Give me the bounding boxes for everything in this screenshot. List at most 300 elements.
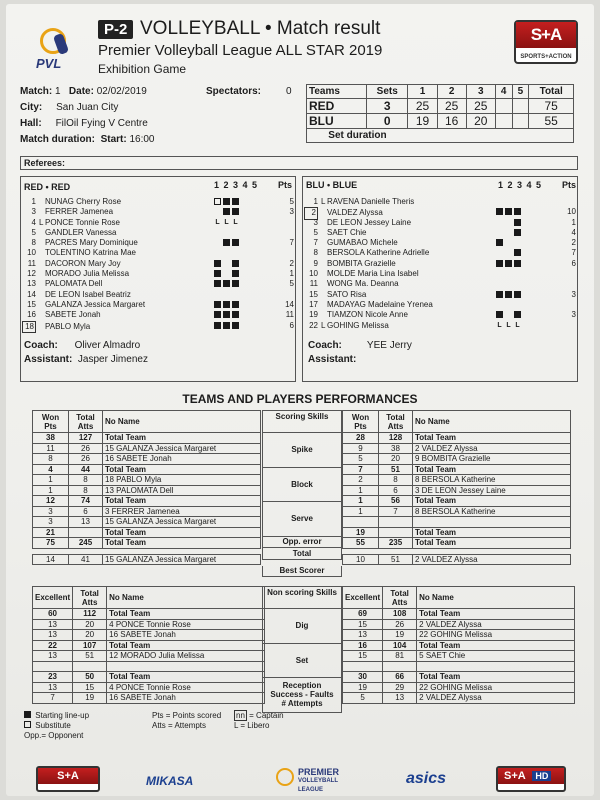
player-name: PABLO Myla — [45, 321, 91, 331]
result-set2: 25 — [437, 99, 466, 114]
stat-attempts: 20 — [379, 454, 413, 465]
player-number: 16 — [27, 310, 36, 320]
player-points: 3 — [571, 289, 576, 299]
column-header: Total Atts — [69, 411, 103, 433]
set-duration-row — [307, 129, 574, 143]
player-name: 2 VALDEZ Alyssa — [413, 443, 571, 454]
skill-name — [262, 609, 342, 644]
blank-mark — [232, 229, 239, 236]
player-name: Total Team — [107, 640, 265, 651]
player-name: 16 SABETE Jonah — [107, 693, 265, 704]
result-set4 — [495, 99, 512, 114]
player-name: DE LEON Isabel Beatriz — [45, 289, 131, 299]
date-label: Date: — [68, 86, 94, 97]
blu-pts-header: Pts — [562, 180, 577, 190]
player-name: Total Team — [413, 496, 571, 507]
stat-attempts: 15 — [73, 682, 107, 693]
skills-header: Scoring Skills — [262, 410, 342, 433]
event-type: Exhibition Game — [98, 62, 187, 76]
assistant-label: Assistant: — [308, 354, 357, 365]
performance-row — [343, 651, 575, 662]
libero-mark: L — [497, 321, 502, 329]
player-name: 4 PONCE Tonnie Rose — [107, 682, 265, 693]
stat-value: 55 — [343, 538, 379, 549]
referees-label: Referees: — [24, 158, 66, 168]
referees-box — [20, 156, 578, 170]
footer-s4a-logo: S+A — [36, 766, 100, 792]
result-set2: 16 — [437, 114, 466, 129]
stat-attempts: 51 — [379, 464, 413, 475]
stat-value: 5 — [343, 454, 379, 465]
stat-value: 19 — [343, 682, 383, 693]
filled-square-icon — [514, 249, 521, 256]
blank-mark — [250, 208, 257, 215]
blank-mark — [523, 311, 530, 318]
blank-mark — [505, 198, 512, 205]
stat-value: 30 — [343, 672, 383, 683]
stat-value: 8 — [33, 454, 69, 465]
stat-value: 9 — [343, 443, 379, 454]
player-name: 16 SABETE Jonah — [103, 454, 261, 465]
player-name: VALDEZ Alyssa — [327, 208, 383, 218]
performance-row — [343, 538, 571, 549]
player-name: Total Team — [413, 527, 571, 538]
player-row — [304, 218, 576, 228]
performance-row — [343, 661, 575, 672]
player-number: 1 — [313, 197, 318, 206]
blank-mark — [223, 270, 230, 277]
stat-value: 13 — [33, 651, 73, 662]
performance-row — [343, 527, 571, 538]
stat-attempts: 20 — [73, 619, 107, 630]
blank-mark — [250, 311, 257, 318]
performance-table — [32, 410, 261, 565]
player-name: GANDLER Vanessa — [45, 227, 117, 237]
filled-square-icon — [514, 291, 521, 298]
performance-row — [33, 538, 261, 549]
stat-attempts: 81 — [383, 651, 417, 662]
blank-mark — [505, 239, 512, 246]
performance-row — [33, 693, 265, 704]
red-assistant-name: Jasper Jimenez — [77, 354, 148, 365]
blank-mark — [214, 239, 221, 246]
performance-row — [343, 609, 575, 620]
player-name: Total Team — [413, 538, 571, 549]
stat-value: 14 — [33, 554, 69, 565]
s4a-hd-logo: S+A HD — [496, 766, 566, 792]
stat-attempts: 13 — [383, 693, 417, 704]
stat-attempts: 26 — [383, 619, 417, 630]
player-points: 6 — [289, 320, 294, 330]
player-row — [304, 259, 576, 269]
hall-value: FilOil Fying V Centre — [55, 118, 148, 129]
filled-square-icon — [223, 280, 230, 287]
filled-square-icon — [214, 260, 221, 267]
skill-name — [262, 537, 342, 549]
player-row — [304, 290, 576, 300]
performance-row — [343, 630, 575, 641]
performance-row — [343, 485, 571, 496]
stat-value: 13 — [33, 619, 73, 630]
blank-mark — [532, 208, 539, 215]
s4a-logo-sub: SPORTS+ACTION — [520, 54, 572, 60]
stat-value: 15 — [343, 619, 383, 630]
s4a-logo-mark: S+A — [516, 22, 576, 48]
skill-label: Opp. error — [282, 537, 322, 547]
stat-attempts — [379, 527, 413, 538]
legend-substitute: Substitute — [24, 721, 89, 731]
player-name: 2 VALDEZ Alyssa — [417, 619, 575, 630]
stat-value: 3 — [33, 506, 69, 517]
libero-mark: L — [233, 218, 238, 226]
performance-row — [343, 454, 571, 465]
player-name: Total Team — [107, 609, 265, 620]
legend-right — [234, 711, 284, 731]
red-pts-header: Pts — [278, 180, 293, 190]
player-points: 11 — [285, 310, 294, 320]
player-row — [304, 238, 576, 248]
stat-value: 75 — [33, 538, 69, 549]
blank-mark — [523, 198, 530, 205]
skill-name — [262, 644, 342, 679]
stat-attempts: 51 — [379, 554, 413, 565]
city-row — [20, 102, 118, 113]
player-row — [22, 279, 294, 289]
player-name: Total Team — [103, 433, 261, 444]
stat-attempts: 51 — [73, 651, 107, 662]
player-number: 10 — [27, 248, 36, 258]
player-row — [304, 300, 576, 310]
filled-square-icon — [496, 311, 503, 318]
result-header-teams: Teams — [307, 85, 367, 99]
result-team: RED — [307, 99, 367, 114]
performance-title: TEAMS AND PLAYERS PERFORMANCES — [182, 392, 418, 406]
performance-header-row — [33, 411, 261, 433]
player-number: 10 — [309, 269, 318, 279]
set-marks — [496, 322, 541, 332]
column-header: Total Atts — [383, 587, 417, 609]
pvl-logo-text: PVL — [36, 56, 62, 71]
player-name: 16 SABETE Jonah — [107, 630, 265, 641]
filled-square-icon — [232, 311, 239, 318]
result-set1: 19 — [408, 114, 437, 129]
stat-attempts: 7 — [379, 506, 413, 517]
blank-mark — [496, 280, 503, 287]
stat-attempts: 107 — [73, 640, 107, 651]
empty-square-icon — [214, 198, 221, 205]
stat-value: 2 — [343, 475, 379, 486]
filled-square-icon — [223, 301, 230, 308]
duration-label: Match duration: — [20, 134, 95, 145]
blank-mark — [223, 291, 230, 298]
league-name: Premier Volleyball League ALL STAR 2019 — [98, 42, 383, 59]
result-header-set5: 5 — [512, 85, 529, 99]
result-header-set3: 3 — [466, 85, 495, 99]
player-number: 17 — [309, 299, 318, 309]
filled-square-icon — [214, 301, 221, 308]
blank-mark — [523, 270, 530, 277]
footer-logos — [6, 766, 594, 796]
player-row — [304, 279, 576, 289]
player-name: SATO Risa — [327, 289, 367, 299]
match-info-row — [20, 86, 147, 97]
legend-opp: Opp.= Opponent — [24, 731, 84, 740]
hall-row — [20, 118, 148, 129]
stat-value: 28 — [343, 433, 379, 444]
red-heading: RED • RED — [24, 182, 71, 192]
blank-mark — [214, 291, 221, 298]
stat-attempts: 44 — [69, 464, 103, 475]
libero-mark: L — [215, 218, 220, 226]
blank-mark — [523, 280, 530, 287]
player-row — [304, 248, 576, 258]
blank-mark — [241, 301, 248, 308]
blank-mark — [532, 270, 539, 277]
spectators-value: 0 — [286, 86, 292, 97]
performance-row — [33, 609, 265, 620]
blank-mark — [514, 239, 521, 246]
stat-value: 3 — [33, 517, 69, 528]
blank-mark — [250, 219, 257, 226]
stat-attempts: 38 — [379, 443, 413, 454]
blank-mark — [496, 270, 503, 277]
blank-mark — [241, 239, 248, 246]
player-row — [22, 259, 294, 269]
result-header-sets: Sets — [367, 85, 408, 99]
player-name: NUNAG Cherry Rose — [45, 197, 122, 206]
player-number: 8 — [31, 238, 36, 248]
result-set3: 25 — [466, 99, 495, 114]
stat-value: 69 — [343, 609, 383, 620]
result-header-total: Total — [529, 85, 574, 99]
player-number: 13 — [27, 279, 36, 289]
player-name: 15 GALANZA Jessica Margaret — [103, 443, 261, 454]
filled-square-icon — [214, 311, 221, 318]
blank-mark — [532, 239, 539, 246]
performance-row — [33, 475, 261, 486]
player-name: Total Team — [107, 672, 265, 683]
player-row — [304, 310, 576, 320]
legend-pts: Pts = Points scored — [152, 711, 222, 720]
blank-mark — [532, 249, 539, 256]
player-name: GOHING Melissa — [327, 320, 389, 330]
player-row — [22, 218, 294, 228]
result-header-set1: 1 — [408, 85, 437, 99]
player-number: 2 — [304, 207, 318, 219]
city-value: San Juan City — [56, 102, 119, 113]
player-name: Total Team — [103, 527, 261, 538]
player-number: 9 — [313, 258, 318, 268]
player-name: 15 GALANZA Jessica Margaret — [103, 517, 261, 528]
filled-square-icon — [496, 260, 503, 267]
blank-mark — [532, 229, 539, 236]
blank-mark — [250, 260, 257, 267]
red-set-columns: 1 2 3 4 5 — [214, 180, 259, 190]
player-number: 11 — [27, 258, 36, 268]
blank-mark — [241, 229, 248, 236]
blank-mark — [523, 260, 530, 267]
filled-square-icon — [232, 260, 239, 267]
legend-mid — [152, 711, 221, 731]
blank-mark — [532, 311, 539, 318]
blu-heading: BLU • BLUE — [306, 180, 358, 190]
blank-mark — [496, 219, 503, 226]
player-number: 7 — [313, 238, 318, 248]
volleyball-icon — [276, 768, 294, 786]
blank-mark — [241, 198, 248, 205]
match-number: 1 — [55, 86, 61, 97]
player-name: 15 GALANZA Jessica Margaret — [103, 554, 261, 565]
stat-value: 23 — [33, 672, 73, 683]
stat-value: 1 — [33, 475, 69, 486]
result-set5 — [512, 114, 529, 129]
player-row — [22, 290, 294, 300]
column-header: No Name — [103, 411, 261, 433]
filled-square-icon — [232, 301, 239, 308]
column-header: Total Atts — [379, 411, 413, 433]
blank-mark — [241, 219, 248, 226]
blank-mark — [250, 301, 257, 308]
result-team: BLU — [307, 114, 367, 129]
filled-square-icon — [505, 291, 512, 298]
player-number: 15 — [309, 289, 318, 299]
stat-attempts: 245 — [69, 538, 103, 549]
libero-flag: L — [321, 197, 326, 206]
stat-attempts: 26 — [69, 454, 103, 465]
stat-value — [343, 661, 383, 672]
blank-mark — [505, 301, 512, 308]
filled-square-icon — [232, 270, 239, 277]
libero-flag: L — [39, 217, 44, 227]
player-name: 22 GOHING Melissa — [417, 682, 575, 693]
player-row — [22, 300, 294, 310]
player-name: Total Team — [413, 464, 571, 475]
blu-coach-row — [308, 340, 412, 351]
player-name: PACRES Mary Dominique — [45, 238, 138, 248]
player-row — [22, 321, 294, 331]
blank-mark — [496, 229, 503, 236]
blank-mark — [505, 229, 512, 236]
column-header: No Name — [413, 411, 571, 433]
player-name: 13 PALOMATA Dell — [103, 485, 261, 496]
blank-mark — [505, 280, 512, 287]
filled-square-icon — [223, 239, 230, 246]
player-name: PALOMATA Dell — [45, 279, 103, 289]
player-name: Total Team — [103, 464, 261, 475]
filled-square-icon — [223, 208, 230, 215]
player-name: FERRER Jamenea — [45, 207, 114, 217]
stat-value: 15 — [343, 651, 383, 662]
player-number: 12 — [27, 269, 36, 279]
stat-attempts: 13 — [69, 517, 103, 528]
stat-value: 13 — [33, 630, 73, 641]
stat-value: 22 — [33, 640, 73, 651]
player-points: 10 — [567, 207, 576, 217]
stat-value — [33, 661, 73, 672]
filled-square-icon — [496, 291, 503, 298]
blank-mark — [250, 280, 257, 287]
sports-action-logo — [514, 20, 578, 64]
player-name: 4 PONCE Tonnie Rose — [107, 619, 265, 630]
player-name: GUMABAO Michele — [327, 238, 398, 248]
skill-label: Block — [291, 479, 313, 489]
skill-name — [262, 433, 342, 468]
skill-label: Best Scorer — [279, 566, 325, 576]
skill-label: Success - Faults — [270, 690, 334, 700]
legend-libero: L = Libero — [234, 721, 270, 730]
stat-attempts — [73, 661, 107, 672]
filled-square-icon — [223, 311, 230, 318]
performance-row — [33, 682, 265, 693]
performance-row — [33, 443, 261, 454]
blank-mark — [250, 239, 257, 246]
player-row — [304, 197, 576, 207]
stat-value: 21 — [33, 527, 69, 538]
hall-label: Hall: — [20, 118, 42, 129]
performance-row — [343, 619, 575, 630]
player-name: BERSOLA Katherine Adrielle — [327, 248, 430, 258]
blu-player-list — [304, 197, 576, 331]
result-row-blu — [307, 114, 574, 129]
player-name: 2 VALDEZ Alyssa — [413, 554, 571, 565]
player-number: 22 — [309, 320, 318, 330]
stat-attempts: 74 — [69, 496, 103, 507]
performance-row — [33, 517, 261, 528]
blank-mark — [532, 260, 539, 267]
stat-value: 12 — [33, 496, 69, 507]
blank-mark — [505, 219, 512, 226]
blank-mark — [505, 249, 512, 256]
performance-header-row — [343, 411, 571, 433]
player-points: 3 — [571, 310, 576, 320]
player-number: 19 — [309, 310, 318, 320]
player-points: 3 — [289, 207, 294, 217]
filled-square-icon — [514, 208, 521, 215]
column-header: Total Atts — [73, 587, 107, 609]
player-row — [304, 228, 576, 238]
filled-square-icon — [514, 260, 521, 267]
player-points: 2 — [571, 238, 576, 248]
performance-row — [343, 517, 571, 528]
match-date: 02/02/2019 — [96, 86, 147, 97]
player-points: 1 — [571, 217, 576, 227]
player-name — [107, 661, 265, 672]
stat-attempts: 20 — [73, 630, 107, 641]
performance-row — [343, 475, 571, 486]
performance-row — [33, 496, 261, 507]
player-name — [413, 517, 571, 528]
player-number: 14 — [27, 289, 36, 299]
performance-row — [33, 506, 261, 517]
city-label: City: — [20, 102, 43, 113]
legend-atts: Atts = Attempts — [152, 721, 207, 730]
blank-mark — [532, 280, 539, 287]
skills-header: Non scoring Skills — [262, 586, 342, 609]
red-player-list — [22, 197, 294, 331]
result-sets: 3 — [367, 99, 408, 114]
player-number: 3 — [313, 217, 318, 227]
blank-mark — [514, 301, 521, 308]
stat-value: 1 — [343, 485, 379, 496]
column-header: No Name — [417, 587, 575, 609]
blank-mark — [532, 322, 539, 329]
libero-mark: L — [224, 218, 229, 226]
blank-mark — [241, 291, 248, 298]
page-title: VOLLEYBALL • Match result — [140, 18, 381, 39]
filled-square-icon — [514, 219, 521, 226]
red-coach-name: Oliver Almadro — [74, 340, 141, 351]
blu-coach-name: YEE Jerry — [366, 340, 412, 351]
